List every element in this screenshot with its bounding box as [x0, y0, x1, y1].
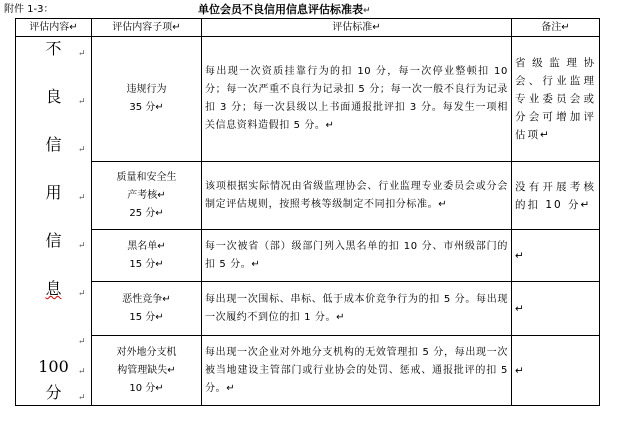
- category-char: 分 ↵: [45, 383, 86, 403]
- category-char: 不 ↵: [45, 39, 86, 59]
- sub-item-line: 15 分↵: [129, 311, 164, 323]
- column-header: 评估标准↵: [202, 19, 512, 37]
- table-row: [16, 162, 600, 230]
- evaluation-standards-table: [15, 18, 600, 406]
- standard-cell: 每一次被省（部）级部门列入黑名单的扣 10 分、市州级部门的扣 5 分。↵: [202, 230, 512, 282]
- standard-cell: 每出现一次围标、串标、低于成本价竞争行为的扣 5 分。每出现一次履约不到位的扣 1 分。↵: [202, 282, 512, 336]
- paragraph-mark: ↵: [363, 6, 371, 16]
- category-cell: [16, 37, 92, 406]
- page-title-text: 单位会员不良信用信息评估标准表: [198, 3, 363, 16]
- sub-item-line: 对外地分支机: [116, 346, 177, 358]
- note-cell: ↵: [512, 336, 600, 406]
- column-header: 备注↵: [512, 19, 600, 37]
- note-cell: 省级监理协会、行业监理专业委员会或分会可增加评估项↵: [512, 37, 600, 162]
- page-title: [198, 2, 371, 19]
- category-char: 100 ↵: [38, 357, 86, 377]
- sub-item-line: 恶性竞争↵: [122, 293, 171, 305]
- sub-item-line: 违规行为: [126, 84, 167, 95]
- table-row: [16, 282, 600, 336]
- sub-item-line: 构管理缺失↵: [117, 364, 176, 376]
- table-row: [16, 336, 600, 406]
- category-char: 用 ↵: [45, 183, 86, 203]
- column-header: 评估内容子项↵: [92, 19, 202, 37]
- sub-item-line: 10 分↵: [129, 382, 164, 394]
- standard-cell: 每出现一次企业对外地分支机构的无效管理扣 5 分，每出现一次被当地建设主管部门或行业协会的处罚、惩戒、通报批评的扣 5 分。↵: [202, 336, 512, 406]
- note-cell: ↵: [512, 282, 600, 336]
- column-header: 评估内容↵: [16, 19, 92, 37]
- sub-item-line: 产考核↵: [127, 189, 166, 201]
- table-header-row: [16, 19, 600, 37]
- sub-item-cell: [92, 230, 202, 282]
- sub-item-line: 黑名单↵: [127, 240, 166, 252]
- category-char: 信 ↵: [45, 135, 86, 155]
- table-row: [16, 37, 600, 162]
- standard-cell: 该项根据实际情况由省级监理协会、行业监理专业委员会或分会制定评估规则，按照考核等级制定不同扣分标准。↵: [202, 162, 512, 230]
- category-char: 信 ↵: [45, 231, 86, 251]
- category-vertical-text: 不 ↵ 良 ↵ 信 ↵ 用 ↵ 信 ↵ 息 ↵ ↵ 100 ↵ 分 ↵: [16, 37, 91, 405]
- sub-item-line: 35 分↵: [129, 102, 164, 113]
- note-cell: ↵: [512, 230, 600, 282]
- sub-item-cell: [92, 162, 202, 230]
- category-char: 息 ↵: [45, 279, 86, 299]
- attachment-label: 附件 1-3：: [4, 4, 54, 15]
- sub-item-line: 质量和安全生: [116, 171, 177, 183]
- standard-cell: 每出现一次资质挂靠行为的扣 10 分，每一次停业整顿扣 10 分；每一次严重不良行为记录扣 5 分；每一次一般不良行为记录扣 3 分；每一次县级以上书面通报批评扣 3 分。每发生一项相关信息资料造假扣 5 分。↵: [202, 37, 512, 162]
- category-char: 良 ↵: [45, 87, 86, 107]
- sub-item-cell: [92, 37, 202, 162]
- sub-item-cell: [92, 282, 202, 336]
- note-cell: 没有开展考核的扣 10 分↵: [512, 162, 600, 230]
- table-row: [16, 230, 600, 282]
- sub-item-cell: [92, 336, 202, 406]
- sub-item-line: 15 分↵: [129, 258, 164, 270]
- document-header: [4, 2, 616, 18]
- sub-item-line: 25 分↵: [129, 207, 164, 219]
